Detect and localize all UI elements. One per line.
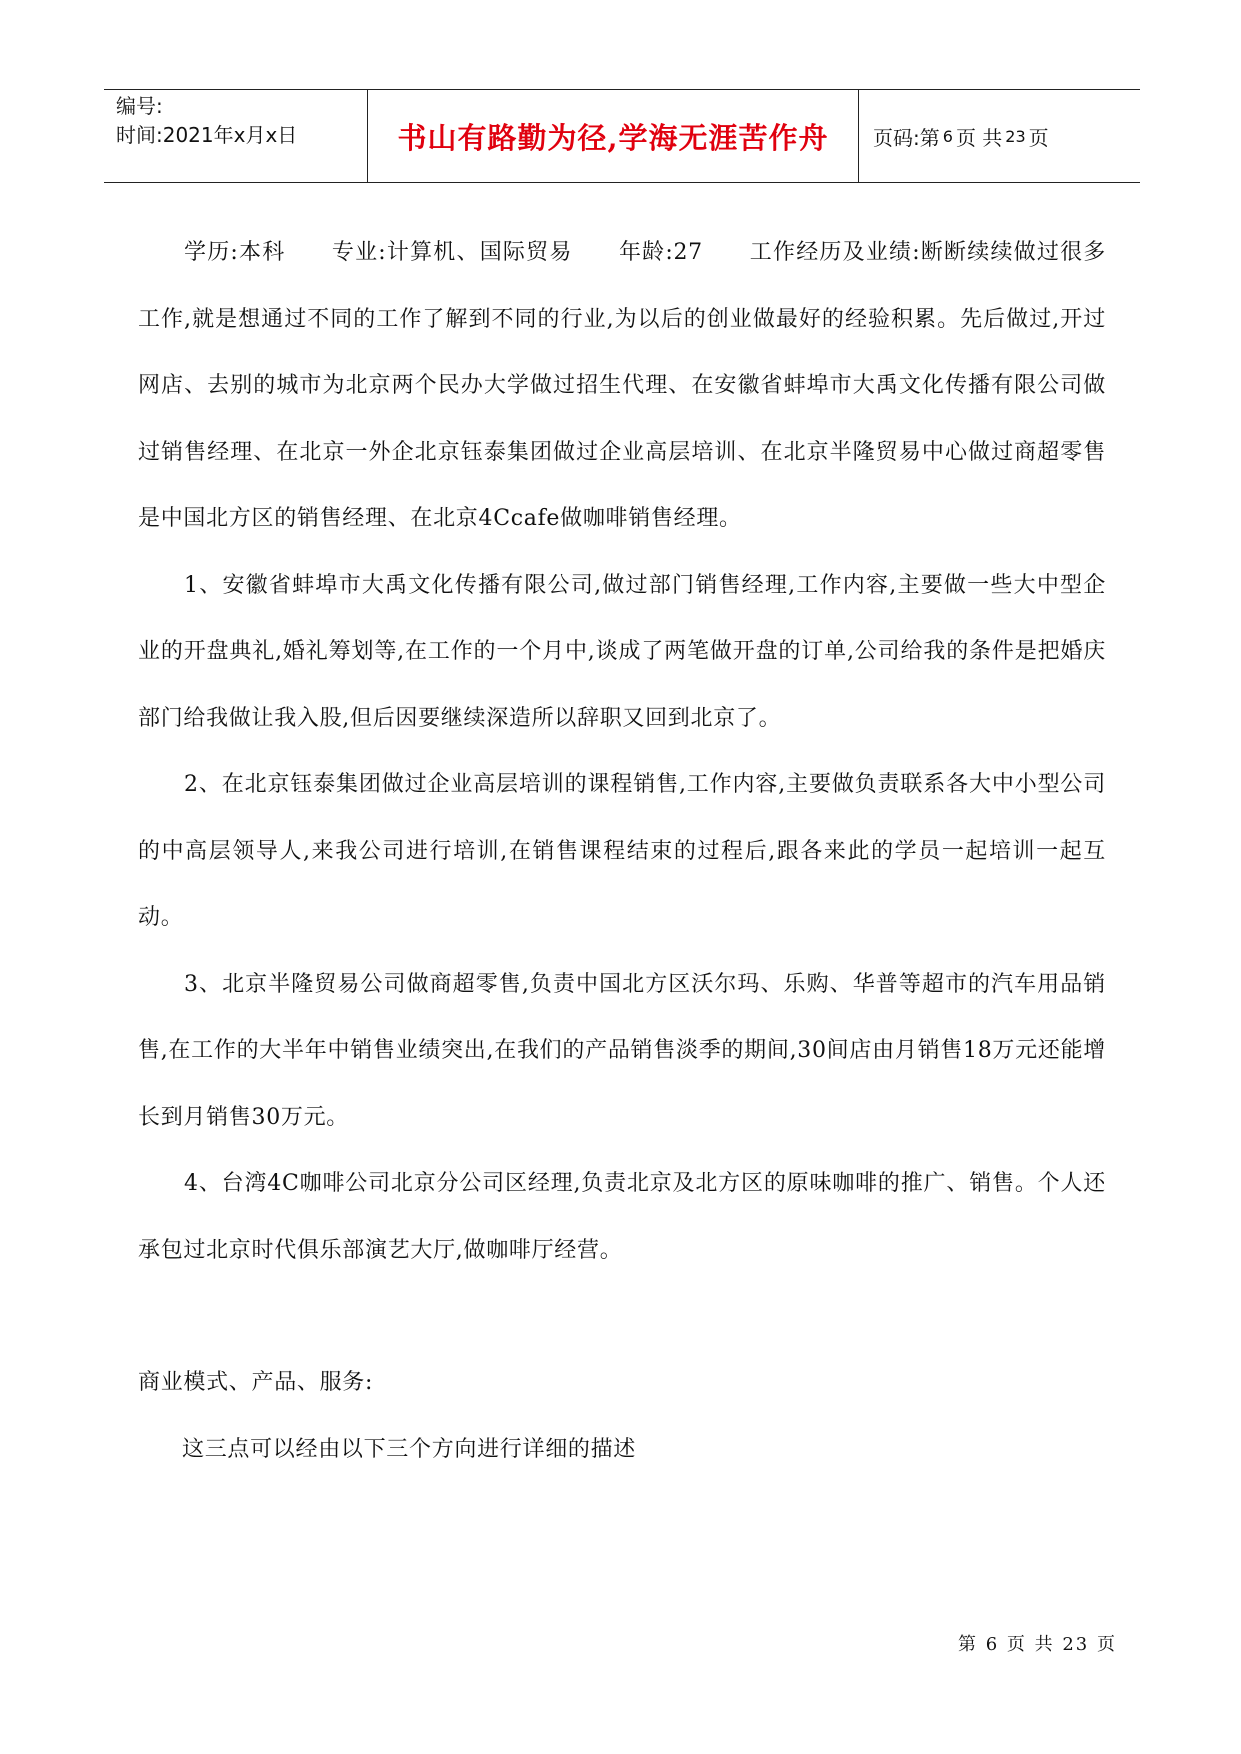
document-number-label: 编号: xyxy=(116,94,163,118)
header-meta-cell xyxy=(104,90,368,182)
paragraph-description: 这三点可以经由以下三个方向进行详细的描述 xyxy=(182,1436,637,1462)
document-time-label: 时间:2021年x月x日 xyxy=(116,123,298,147)
page-footer: 第 6 页 共 23 页 xyxy=(958,1634,1117,1655)
paragraph-gap xyxy=(138,1284,1106,1350)
paragraph-item-3: 3、北京半隆贸易公司做商超零售,负责中国北方区沃尔玛、乐购、华普等超市的汽车用品销售,在工作的大半年中销售业绩突出,在我们的产品销售淡季的期间,30间店由月销售18万元还能增长到月销售30万元。 xyxy=(138,971,1106,1130)
paragraph-resume: 学历:本科 专业:计算机、国际贸易 年龄:27 工作经历及业绩:断断续续做过很多工作,就是想通过不同的工作了解到不同的行业,为以后的创业做最好的经验积累。先后做过,开过网店、去别的城市为北京两个民办大学做过招生代理、在安徽省蚌埠市大禹文化传播有限公司做过销售经理、在北京一外企北京钰泰集团做过企业高层培训、在北京半隆贸易中心做过商超零售是中国北方区的销售经理、在北京4Ccafe做咖啡销售经理。 xyxy=(138,240,1106,531)
document-body xyxy=(138,220,1106,1483)
page-mid: 页 共 xyxy=(955,125,1003,150)
paragraph-item-2: 2、在北京钰泰集团做过企业高层培训的课程销售,工作内容,主要做负责联系各大中小型公司的中高层领导人,来我公司进行培训,在销售课程结束的过程后,跟各来此的学员一起培训一起互动。 xyxy=(138,772,1106,930)
paragraph-item-1: 1、安徽省蚌埠市大禹文化传播有限公司,做过部门销售经理,工作内容,主要做一些大中型企业的开盘典礼,婚礼筹划等,在工作的一个月中,谈成了两笔做开盘的订单,公司给我的条件是把婚庆部门给我做让我入股,但后因要继续深造所以辞职又回到北京了。 xyxy=(138,572,1106,731)
page-total: 23 xyxy=(1005,126,1026,146)
paragraph-item-4: 4、台湾4C咖啡公司北京分公司区经理,负责北京及北方区的原味咖啡的推广、销售。个人还承包过北京时代俱乐部演艺大厅,做咖啡厅经营。 xyxy=(138,1171,1106,1263)
section-heading: 商业模式、产品、服务: xyxy=(138,1370,374,1395)
header-page-cell xyxy=(859,90,1140,182)
page-number: 6 xyxy=(942,126,953,146)
header-motto: 书山有路勤为径,学海无涯苦作舟 xyxy=(397,120,829,155)
header-motto-cell xyxy=(368,90,859,182)
page-header xyxy=(104,89,1140,183)
page-prefix: 页码:第 xyxy=(873,125,940,150)
page-suffix: 页 xyxy=(1028,125,1049,150)
